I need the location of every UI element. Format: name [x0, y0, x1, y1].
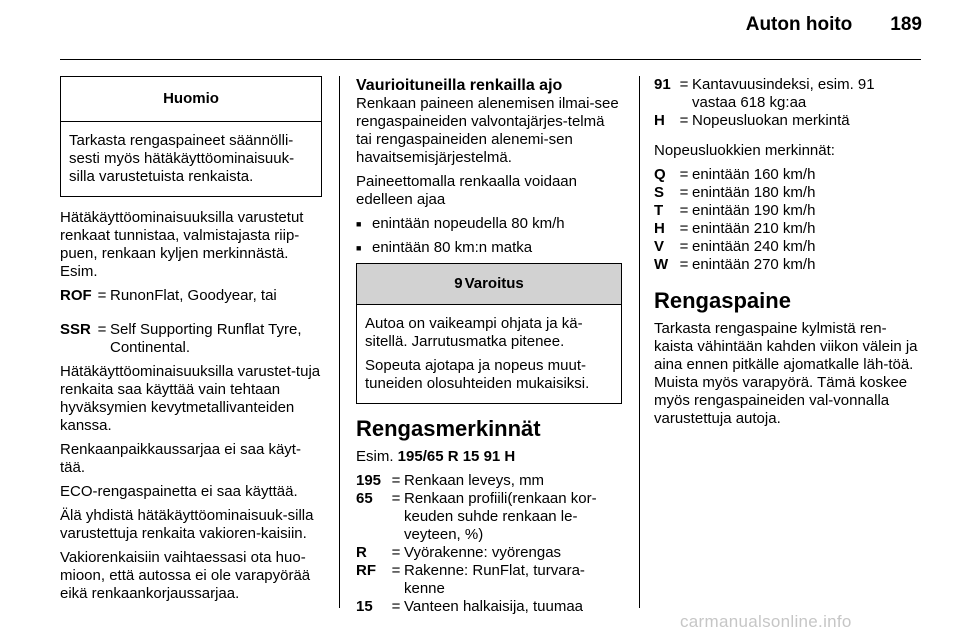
header-divider: [60, 59, 921, 60]
definition-list: [356, 472, 622, 616]
definition-list: [60, 287, 322, 357]
definition-key: 91: [654, 76, 671, 93]
equals-sign: =: [391, 490, 401, 507]
speed-class-list: [654, 166, 922, 274]
definition-value: Rakenne: RunFlat, turvara-kenne: [404, 562, 585, 597]
definition-value: enintään 270 km/h: [692, 256, 816, 273]
definition-key: R: [356, 544, 367, 561]
column-2: [356, 76, 622, 622]
watermark: carmanualsonline.info: [680, 612, 852, 631]
warning-box: [356, 263, 622, 404]
warning-title: Varoitus: [464, 275, 524, 292]
paragraph: Renkaan paineen alenemisen ilmai-see rengaspaineiden valvontajärjes-telmä tai rengaspaineiden alenemi-sen havaitsemisjärjestelmä.: [356, 95, 619, 166]
definition-key: SSR: [60, 321, 91, 338]
definition-key: H: [654, 220, 665, 237]
section-heading: Rengasmerkinnät: [356, 416, 541, 441]
bullet-icon: ■: [356, 243, 362, 253]
equals-sign: =: [391, 544, 401, 561]
column-1: [60, 76, 322, 609]
definition-row: [654, 256, 922, 274]
paragraph: ECO-rengaspainetta ei saa käyttää.: [60, 483, 298, 500]
equals-sign: =: [679, 238, 689, 255]
warning-header: [357, 264, 621, 305]
definition-row: [654, 238, 922, 256]
definition-row: [356, 562, 622, 598]
subheading: Vaurioituneilla renkailla ajo: [356, 77, 563, 94]
equals-sign: =: [391, 598, 401, 615]
definition-value: Nopeusluokan merkintä: [692, 112, 850, 129]
definition-key: RF: [356, 562, 376, 579]
paragraph: Hätäkäyttöominaisuuksilla varustet-tuja renkaita saa käyttää vain tehtaan hyväksymien kevytmetallivanteiden kanssa.: [60, 363, 321, 434]
definition-row: [60, 287, 322, 305]
paragraph: Tarkasta rengaspaine kylmistä ren-kaista vähintään kahden viikon välein ja aina ennen pitkälle ajomatkalle läh-töä. Muista myös varapyörä. Tämä koskee myös rengaspaineiden val-vonnalla varustettuja autoja.: [654, 320, 918, 427]
list-item-text: enintään nopeudella 80 km/h: [372, 215, 565, 232]
definition-value: Self Supporting Runflat Tyre, Continental.: [110, 321, 302, 356]
equals-sign: =: [679, 112, 689, 129]
bullet-icon: ■: [356, 219, 362, 229]
definition-value: enintään 210 km/h: [692, 220, 816, 237]
page-header: [746, 14, 922, 36]
definition-row: [654, 76, 922, 112]
equals-sign: =: [97, 321, 107, 338]
warning-text: Sopeuta ajotapa ja nopeus muut-tuneiden olosuhteiden mukaisiksi.: [365, 357, 590, 392]
warning-text: Autoa on vaikeampi ohjata ja kä-sitellä. Jarrutusmatka pitenee.: [365, 315, 583, 350]
definition-row: [356, 544, 622, 562]
definition-value: Renkaan leveys, mm: [404, 472, 545, 489]
definition-value: enintään 160 km/h: [692, 166, 816, 183]
equals-sign: =: [679, 166, 689, 183]
notice-text: Tarkasta rengaspaineet säännölli-sesti myös hätäkäyttöominaisuuk-silla varustetuista renkaista.: [69, 132, 295, 185]
definition-row: [654, 202, 922, 220]
definition-value: Vyörakenne: vyörengas: [404, 544, 562, 561]
definition-key: Q: [654, 166, 666, 183]
definition-key: T: [654, 202, 664, 219]
definition-key: 65: [356, 490, 373, 507]
definition-row: [654, 112, 922, 130]
definition-list: [654, 76, 922, 130]
definition-row: [654, 220, 922, 238]
definition-key: V: [654, 238, 665, 255]
page-number: 189: [890, 14, 922, 35]
notice-box: [60, 76, 322, 197]
definition-value: Kantavuusindeksi, esim. 91 vastaa 618 kg:aa: [692, 76, 875, 111]
column-3: [654, 76, 922, 434]
definition-row: [654, 184, 922, 202]
definition-value: Renkaan profiili(renkaan kor-keuden suhde renkaan le-veyteen, %): [404, 490, 597, 543]
paragraph: Paineettomalla renkaalla voidaan edelleen ajaa: [356, 173, 577, 208]
definition-value: enintään 190 km/h: [692, 202, 816, 219]
section-heading: Rengaspaine: [654, 288, 791, 313]
definition-key: ROF: [60, 287, 92, 304]
example-code: 195/65 R 15 91 H: [397, 448, 516, 465]
definition-row: [356, 472, 622, 490]
paragraph: Älä yhdistä hätäkäyttöominaisuuk-silla varustettuja renkaita vakioren-kaisiin.: [60, 507, 314, 542]
equals-sign: =: [679, 256, 689, 273]
definition-value: enintään 180 km/h: [692, 184, 816, 201]
definition-value: enintään 240 km/h: [692, 238, 816, 255]
equals-sign: =: [391, 562, 401, 579]
definition-key: H: [654, 112, 665, 129]
definition-value: Vanteen halkaisija, tuumaa: [404, 598, 584, 615]
section-title: Auton hoito: [745, 14, 853, 35]
equals-sign: =: [679, 184, 689, 201]
list-item-text: enintään 80 km:n matka: [372, 239, 533, 256]
definition-row: [654, 166, 922, 184]
definition-row: [356, 598, 622, 616]
definition-key: S: [654, 184, 665, 201]
paragraph: Hätäkäyttöominaisuuksilla varustetut renkaat tunnistaa, valmistajasta riip-puen, renkaan kyljen merkinnästä. Esim.: [60, 209, 304, 280]
paragraph: Vakiorenkaisiin vaihtaessasi ota huo-mioon, että autossa ei ole varapyörää eikä renkaankorjaussarjaa.: [60, 549, 311, 602]
example-line: [356, 448, 622, 466]
definition-row: [60, 321, 322, 357]
equals-sign: =: [97, 287, 107, 304]
paragraph: Renkaanpaikkaussarjaa ei saa käyt-tää.: [60, 441, 301, 476]
equals-sign: =: [679, 220, 689, 237]
definition-key: 195: [356, 472, 382, 489]
paragraph: Nopeusluokkien merkinnät:: [654, 142, 835, 159]
notice-title: Huomio: [61, 77, 321, 122]
definition-key: W: [654, 256, 669, 273]
column-divider-1: [339, 76, 340, 608]
list-item: [356, 215, 622, 233]
warning-icon: 9: [454, 275, 463, 292]
equals-sign: =: [679, 76, 689, 93]
definition-row: [356, 490, 622, 544]
definition-value: RunonFlat, Goodyear, tai: [110, 287, 277, 304]
definition-key: 15: [356, 598, 373, 615]
equals-sign: =: [391, 472, 401, 489]
equals-sign: =: [679, 202, 689, 219]
column-divider-2: [639, 76, 640, 608]
list-item: [356, 239, 622, 257]
example-prefix: Esim.: [356, 448, 394, 465]
